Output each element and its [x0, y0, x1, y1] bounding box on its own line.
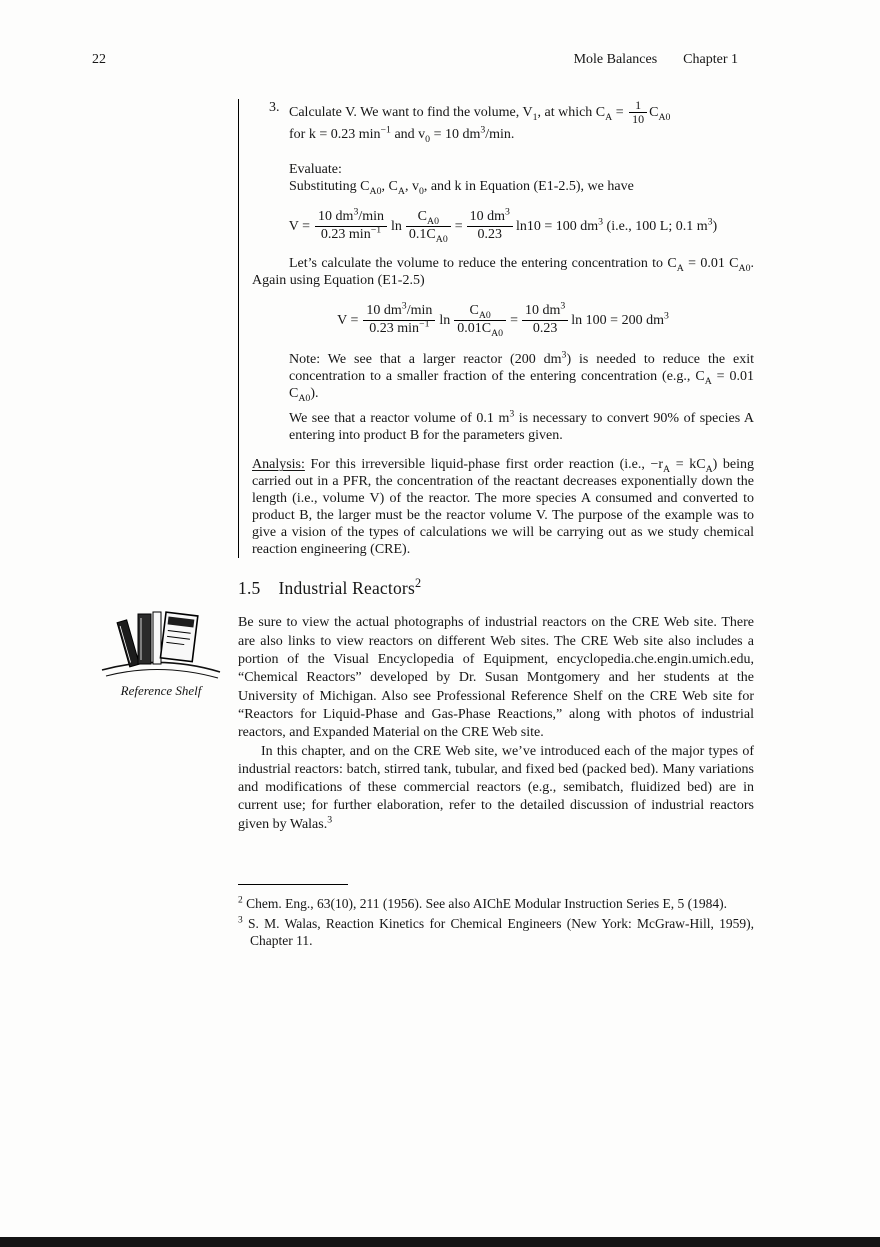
footnote-divider-rule — [238, 884, 348, 885]
between-equations-paragraph: Let’s calculate the volume to reduce the entering concentration to $C_A = 0.01$ $C_{A0}$. Again using Equation (E1-2.5) — [252, 256, 754, 289]
footnote-2 — [238, 895, 754, 913]
fraction-one-tenth: $\frac{1}{10}$ — [629, 99, 647, 126]
footnotes-section — [238, 884, 754, 952]
section-footnote-reference: 2 — [414, 576, 422, 591]
eq1-fraction-2: $\frac{C_{A0}}{0.1C_{A0}}$ — [406, 209, 451, 243]
reference-shelf-books-icon — [100, 598, 222, 682]
eq1-equals-sign: = — [454, 218, 463, 234]
note-paragraph-1: Note: We see that a larger reactor (200 $dm^3$) is needed to reduce the exit concentration to a smaller fraction of the entering concentration (e.g., $C_A = 0.01$ $C_{A0}$). — [289, 349, 754, 405]
section-heading-1-5 — [238, 576, 754, 599]
eq1-fraction-1: $\frac{10 dm^3/\min}{0.23 \min^{-1}}$ — [315, 209, 387, 243]
example-step-3 — [269, 98, 754, 146]
eq2-result: ln 100 = 200 $dm^3$ — [571, 310, 669, 328]
evaluate-label: Evaluate: — [289, 162, 342, 178]
chapter-label: Chapter 1 — [683, 52, 738, 67]
equation-volume-100 — [252, 206, 754, 245]
footnote-2-marker: 2 — [238, 895, 243, 906]
step3-parameters-line: for k = 0.23 $\min^{-1}$ and $v_0 = 10$ $dm^3/\min$. — [289, 124, 515, 146]
equation-volume-200 — [252, 300, 754, 339]
eq2-ln-operator: ln — [439, 312, 451, 328]
footnote-3 — [238, 915, 754, 950]
section-number: 1.5 — [238, 578, 261, 599]
note-paragraph-2: We see that a reactor volume of 0.1 $m^3$ is necessary to convert 90% of species A entering into product B for the parameters given. — [289, 408, 754, 444]
footnote-2-text: Chem. Eng., 63(10), 211 (1956). See also AIChE Modular Instruction Series E, 5 (1984). — [242, 896, 728, 911]
page-header — [92, 52, 738, 68]
step-body — [289, 98, 754, 146]
paragraph-cre-web-site: Be sure to view the actual photographs of industrial reactors on the CRE Web site. There are also links to view reactors on different Web sites. The CRE Web site also includes a portion of the Visual Encyclopedia of Equipment, encyclopedia.che.engin.umich.edu, “Chemical Reactors” developed by Dr. Susan Montgomery and her students at the University of Michigan. Also see Professional Reference Shelf on the CRE Web site for “Reactors for Liquid-Phase and Gas-Phase Reactions,” along with photos of industrial reactors, and Expanded Material on the CRE Web site. — [238, 615, 754, 741]
reference-shelf-figure — [100, 598, 222, 699]
step3-lead-text: Calculate V. We want to find the volume, $V_1$, at which $C_A$ = — [289, 104, 628, 123]
eq2-fraction-1: $\frac{10 dm^3/\min}{0.23 \min^{-1}}$ — [363, 303, 435, 337]
eq1-result: ln10 = 100 $dm^3$ (i.e., 100 L; 0.1 $m^3$) — [515, 216, 718, 234]
eq1-ln-operator: ln — [391, 218, 402, 234]
footnote-3-text: S. M. Walas, Reaction Kinetics for Chemical Engineers (New York: McGraw-Hill, 1959), Chapter 11. — [242, 915, 754, 948]
eq1-lhs: V = — [288, 218, 311, 234]
main-content — [238, 99, 754, 834]
eq2-equals-sign: = — [510, 312, 518, 328]
eq2-fraction-3: $\frac{10 dm^3}{0.23}$ — [522, 303, 568, 337]
eq1-fraction-3: $\frac{10 dm^3}{0.23}$ — [467, 209, 513, 243]
footnote-3-marker: 3 — [238, 915, 243, 925]
step3-after-fraction-text: $C_{A0}$ — [649, 104, 671, 123]
eq2-lhs: V = — [337, 312, 359, 328]
analysis-paragraph: Analysis: For this irreversible liquid-phase first order reaction (i.e., $-r_A = kC_A$) being carried out in a PFR, the concentration of the reactant decreases exponentially down the length (i.e., volume V) of the reactor. The more species A consumed and converted to product B, the larger must be the reactor volume V. The purpose of the example was to give a vision of the types of calculations we will be carrying out as we study chemical reaction engineering (CRE). — [252, 457, 755, 558]
paragraph-reactor-types: In this chapter, and on the CRE Web site, we’ve introduced each of the major types of industrial reactors: batch, stirred tank, tubular, and fixed bed (packed bed). Many variations and modifications of these commercial reactors (e.g., semibatch, fluidized bed) are in current use; for further elaboration, refer to the detailed discussion of industrial reactors given by Walas.$^3$ — [238, 743, 754, 832]
running-head — [574, 52, 738, 68]
eq2-fraction-2: $\frac{C_{A0}}{0.01C_{A0}}$ — [454, 303, 506, 337]
reference-shelf-label: Reference Shelf — [120, 683, 202, 698]
page-number: 22 — [92, 52, 106, 67]
step-number: 3. — [269, 100, 280, 115]
example-block — [238, 99, 754, 558]
section-title: Industrial Reactors — [278, 578, 415, 599]
running-title: Mole Balances — [573, 52, 658, 67]
substituting-line: Substituting $C_{A0}$, $C_A$, $v_0$, and k in Equation (E1-2.5), we have — [289, 179, 634, 198]
page-bottom-scan-edge — [0, 1237, 880, 1247]
